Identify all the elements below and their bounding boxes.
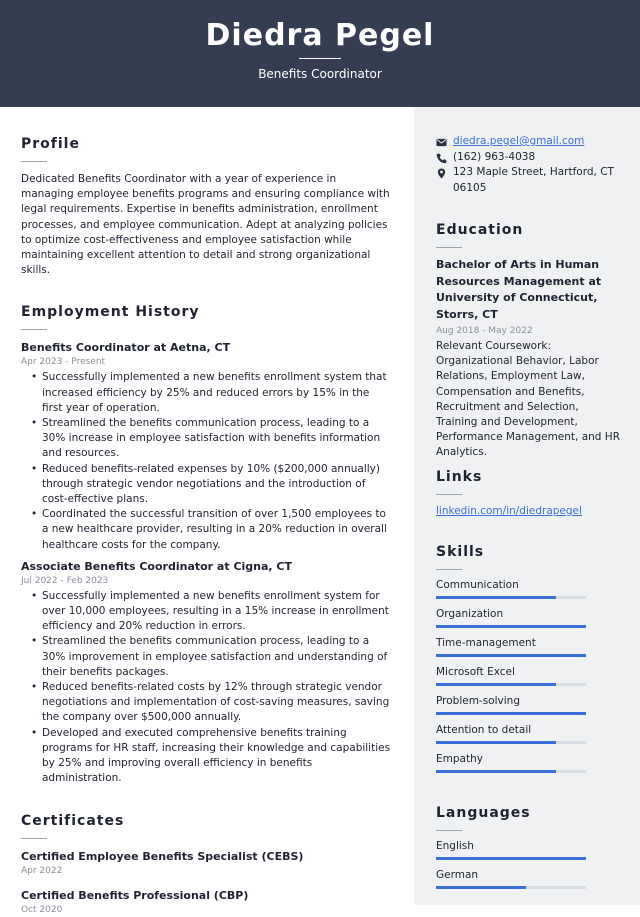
map-pin-icon bbox=[436, 168, 447, 179]
job-dates: Apr 2023 - Present bbox=[21, 357, 106, 368]
certificate-entry bbox=[21, 849, 391, 878]
skill-level-fill bbox=[436, 886, 526, 889]
profile-summary: Dedicated Benefits Coordinator with a year of experience in managing employee benefits programs and ensuring compliance with legal requirements. Expertise in benefits administration, enrollment processes, and employee communication. Adept at analyzing policies to optimize cost-effectiveness and employee satisfaction while maintaining excellent attention to detail and strong organizational skills. bbox=[21, 173, 390, 277]
job-bullets bbox=[21, 370, 391, 552]
skills-list bbox=[436, 578, 622, 773]
education-section bbox=[436, 222, 622, 461]
skill-item bbox=[436, 694, 622, 715]
job-bullet: • Developed and executed comprehensive benefits training programs for HR staff, increasing their knowledge and capabilities by 25% and improving overall efficiency in benefits administration. bbox=[21, 726, 391, 787]
job-bullet: • Successfully implemented a new benefits enrollment system that increased efficiency by 25% and reduced errors by 15% in the first year of operation. bbox=[21, 370, 391, 416]
main-column bbox=[21, 136, 391, 917]
phone-number: (162) 963-4038 bbox=[453, 150, 536, 163]
profile-section bbox=[21, 136, 391, 278]
contact-phone-row bbox=[436, 150, 626, 166]
skill-level-bar bbox=[436, 741, 586, 744]
section-divider bbox=[21, 329, 47, 330]
languages-list bbox=[436, 839, 622, 889]
skill-item bbox=[436, 636, 622, 657]
links-section bbox=[436, 469, 622, 519]
job-bullet: • Reduced benefits-related expenses by 10% ($200,000 annually) through strategic vendor negotiations and the introduction of cost-effective plans. bbox=[21, 462, 391, 508]
skill-level-bar bbox=[436, 596, 586, 599]
job-bullet: • Reduced benefits-related costs by 12% through strategic vendor negotiations and implementation of cost-saving measures, saving the company over $500,000 annually. bbox=[21, 680, 391, 726]
certificates-heading: Certificates bbox=[21, 812, 125, 829]
job-entry bbox=[21, 559, 391, 787]
address: 123 Maple Street, Hartford, CT 06105 bbox=[453, 166, 614, 194]
section-divider bbox=[21, 838, 47, 839]
skills-section bbox=[436, 544, 622, 773]
email-link[interactable]: diedra.pegel@gmail.com bbox=[453, 135, 585, 147]
certificate-entry bbox=[21, 888, 391, 917]
job-dates: Jul 2022 - Feb 2023 bbox=[21, 575, 109, 586]
profile-heading: Profile bbox=[21, 136, 80, 152]
section-divider bbox=[21, 161, 47, 162]
skill-label: Microsoft Excel bbox=[436, 666, 515, 678]
job-bullets bbox=[21, 589, 391, 787]
skill-label: Communication bbox=[436, 579, 519, 591]
skill-item bbox=[436, 578, 622, 599]
candidate-job-title: Benefits Coordinator bbox=[258, 67, 382, 81]
skill-label: Time-management bbox=[436, 637, 536, 649]
skill-label: Attention to detail bbox=[436, 724, 532, 736]
skill-label: English bbox=[436, 840, 474, 852]
skill-level-bar bbox=[436, 654, 586, 657]
contact-block bbox=[436, 134, 626, 196]
section-divider bbox=[436, 830, 462, 831]
contact-email-row bbox=[436, 134, 626, 150]
job-entry bbox=[21, 340, 391, 552]
skill-level-bar bbox=[436, 683, 586, 686]
certificate-name: Certified Benefits Professional (CBP) bbox=[21, 888, 249, 902]
skill-item bbox=[436, 607, 622, 628]
languages-heading: Languages bbox=[436, 805, 531, 821]
skill-item bbox=[436, 839, 622, 860]
skill-label: Empathy bbox=[436, 753, 483, 765]
job-bullet: • Streamlined the benefits communication process, leading to a 30% improvement in employee satisfaction and understanding of their benefits packages. bbox=[21, 634, 391, 680]
job-title: Associate Benefits Coordinator at Cigna, CT bbox=[21, 559, 292, 573]
job-bullet: • Streamlined the benefits communication process, leading to a 30% increase in employee satisfaction with benefits information and resources. bbox=[21, 416, 391, 462]
skill-level-bar bbox=[436, 712, 586, 715]
skills-heading: Skills bbox=[436, 544, 485, 560]
education-coursework: Relevant Coursework: Organizational Behavior, Labor Relations, Employment Law, Compensation and Benefits, Recruitment and Selection, Training and Development, Performance Management, and HR Analytics. bbox=[436, 340, 621, 459]
certificate-name: Certified Employee Benefits Specialist (CEBS) bbox=[21, 849, 304, 863]
skill-level-fill bbox=[436, 857, 586, 860]
skill-level-fill bbox=[436, 770, 556, 773]
job-title: Benefits Coordinator at Aetna, CT bbox=[21, 341, 231, 355]
skill-level-fill bbox=[436, 741, 556, 744]
linkedin-link[interactable]: linkedin.com/in/diedrapegel bbox=[436, 505, 582, 517]
contact-address-row bbox=[436, 165, 626, 196]
skill-item bbox=[436, 868, 622, 889]
certificates-section bbox=[21, 813, 391, 917]
job-bullet: • Coordinated the successful transition of over 1,500 employees to a new healthcare provider, resulting in a 20% reduction in overall healthcare costs for the company. bbox=[21, 507, 391, 553]
skill-level-fill bbox=[436, 712, 586, 715]
education-degree: Bachelor of Arts in Human Resources Management at University of Connecticut, Storrs, CT bbox=[436, 258, 602, 321]
employment-heading: Employment History bbox=[21, 304, 200, 321]
skill-level-fill bbox=[436, 596, 556, 599]
skill-label: Organization bbox=[436, 608, 504, 620]
skill-label: German bbox=[436, 869, 479, 881]
skill-level-bar bbox=[436, 625, 586, 628]
skill-item bbox=[436, 723, 622, 744]
section-divider bbox=[436, 247, 462, 248]
skill-item bbox=[436, 752, 622, 773]
skill-level-fill bbox=[436, 625, 586, 628]
phone-icon bbox=[436, 153, 447, 164]
skill-level-bar bbox=[436, 857, 586, 860]
resume-header bbox=[0, 0, 640, 107]
job-bullet: • Successfully implemented a new benefits enrollment system for over 10,000 employees, resulting in a 15% increase in enrollment efficiency and 20% reduction in errors. bbox=[21, 589, 391, 635]
section-divider bbox=[436, 494, 462, 495]
header-divider bbox=[299, 58, 341, 59]
certificate-date: Oct 2020 bbox=[21, 904, 63, 915]
skill-level-bar bbox=[436, 770, 586, 773]
education-heading: Education bbox=[436, 222, 524, 238]
skill-level-fill bbox=[436, 683, 556, 686]
skill-level-fill bbox=[436, 654, 586, 657]
envelope-icon bbox=[436, 137, 447, 148]
languages-section bbox=[436, 805, 622, 889]
skill-level-bar bbox=[436, 886, 586, 889]
section-divider bbox=[436, 569, 462, 570]
skill-label: Problem-solving bbox=[436, 695, 520, 707]
links-heading: Links bbox=[436, 469, 483, 485]
employment-section bbox=[21, 304, 391, 786]
certificate-date: Apr 2022 bbox=[21, 865, 63, 876]
candidate-name: Diedra Pegel bbox=[205, 18, 435, 53]
education-dates: Aug 2018 - May 2022 bbox=[436, 326, 533, 336]
skill-item bbox=[436, 665, 622, 686]
links-list bbox=[436, 504, 622, 519]
